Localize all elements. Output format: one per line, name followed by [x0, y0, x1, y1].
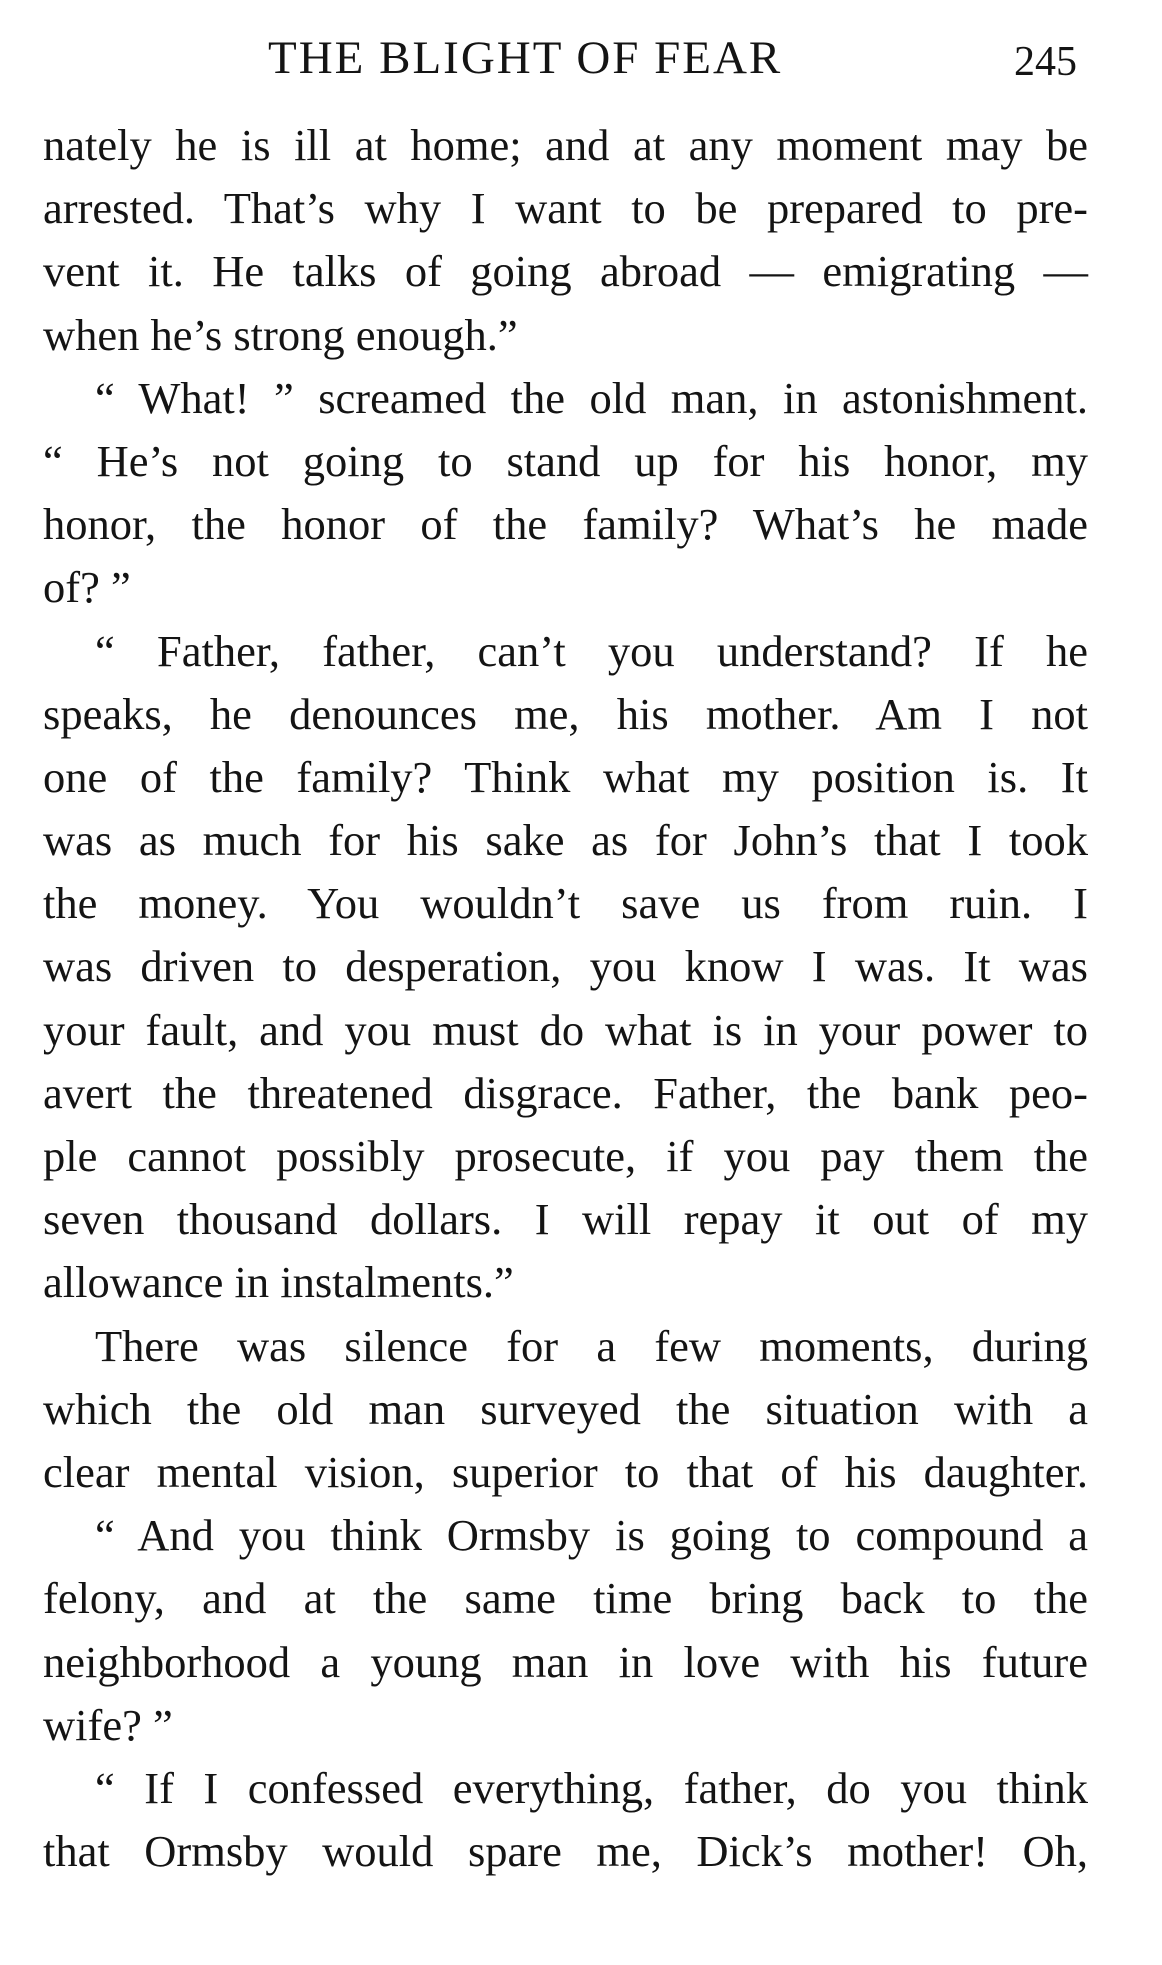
- text-line: speaks, he denounces me, his mother. Am I not: [43, 688, 1088, 739]
- text-line: one of the family? Think what my position is. It: [43, 751, 1088, 802]
- text-line: “ If I confessed everything, father, do you think: [95, 1762, 1088, 1813]
- text-line: that Ormsby would spare me, Dick’s mother! Oh,: [43, 1826, 1088, 1877]
- page-number: 245: [1014, 39, 1077, 85]
- body-text: [43, 114, 1088, 1883]
- text-line: the money. You wouldn’t save us from ruin. I: [43, 878, 1088, 929]
- text-line: allowance in instalments.”: [43, 1257, 514, 1308]
- text-line: “ He’s not going to stand up for his honor, my: [43, 435, 1088, 486]
- text-line: nately he is ill at home; and at any moment may be: [43, 120, 1088, 170]
- text-line: “ Father, father, can’t you understand? If he: [95, 625, 1088, 676]
- text-line: was driven to desperation, you know I was. It was: [43, 941, 1088, 992]
- page-header: [0, 28, 1162, 98]
- text-line: seven thousand dollars. I will repay it out of my: [43, 1194, 1088, 1245]
- text-line: was as much for his sake as for John’s that I took: [43, 815, 1088, 866]
- text-line: arrested. That’s why I want to be prepared to pre-: [43, 183, 1088, 234]
- running-head: THE BLIGHT OF FEAR: [268, 32, 783, 84]
- text-line: “ What! ” screamed the old man, in astonishment.: [95, 372, 1088, 423]
- text-line: vent it. He talks of going abroad — emigrating —: [43, 246, 1088, 297]
- text-line: when he’s strong enough.”: [43, 309, 518, 360]
- text-line: of? ”: [43, 562, 131, 613]
- text-line: “ And you think Ormsby is going to compound a: [95, 1510, 1088, 1561]
- text-line: clear mental vision, superior to that of his daughter.: [43, 1446, 1088, 1497]
- text-line: which the old man surveyed the situation with a: [43, 1383, 1088, 1434]
- text-line: honor, the honor of the family? What’s he made: [43, 499, 1088, 550]
- text-line: neighborhood a young man in love with his future: [43, 1636, 1088, 1687]
- text-line: ple cannot possibly prosecute, if you pay them the: [43, 1131, 1088, 1181]
- text-line: wife? ”: [43, 1699, 173, 1750]
- text-line: There was silence for a few moments, during: [95, 1320, 1088, 1371]
- text-line: felony, and at the same time bring back to the: [43, 1573, 1088, 1624]
- text-line: your fault, and you must do what is in your power to: [43, 1004, 1088, 1055]
- text-line: avert the threatened disgrace. Father, the bank peo-: [43, 1067, 1088, 1118]
